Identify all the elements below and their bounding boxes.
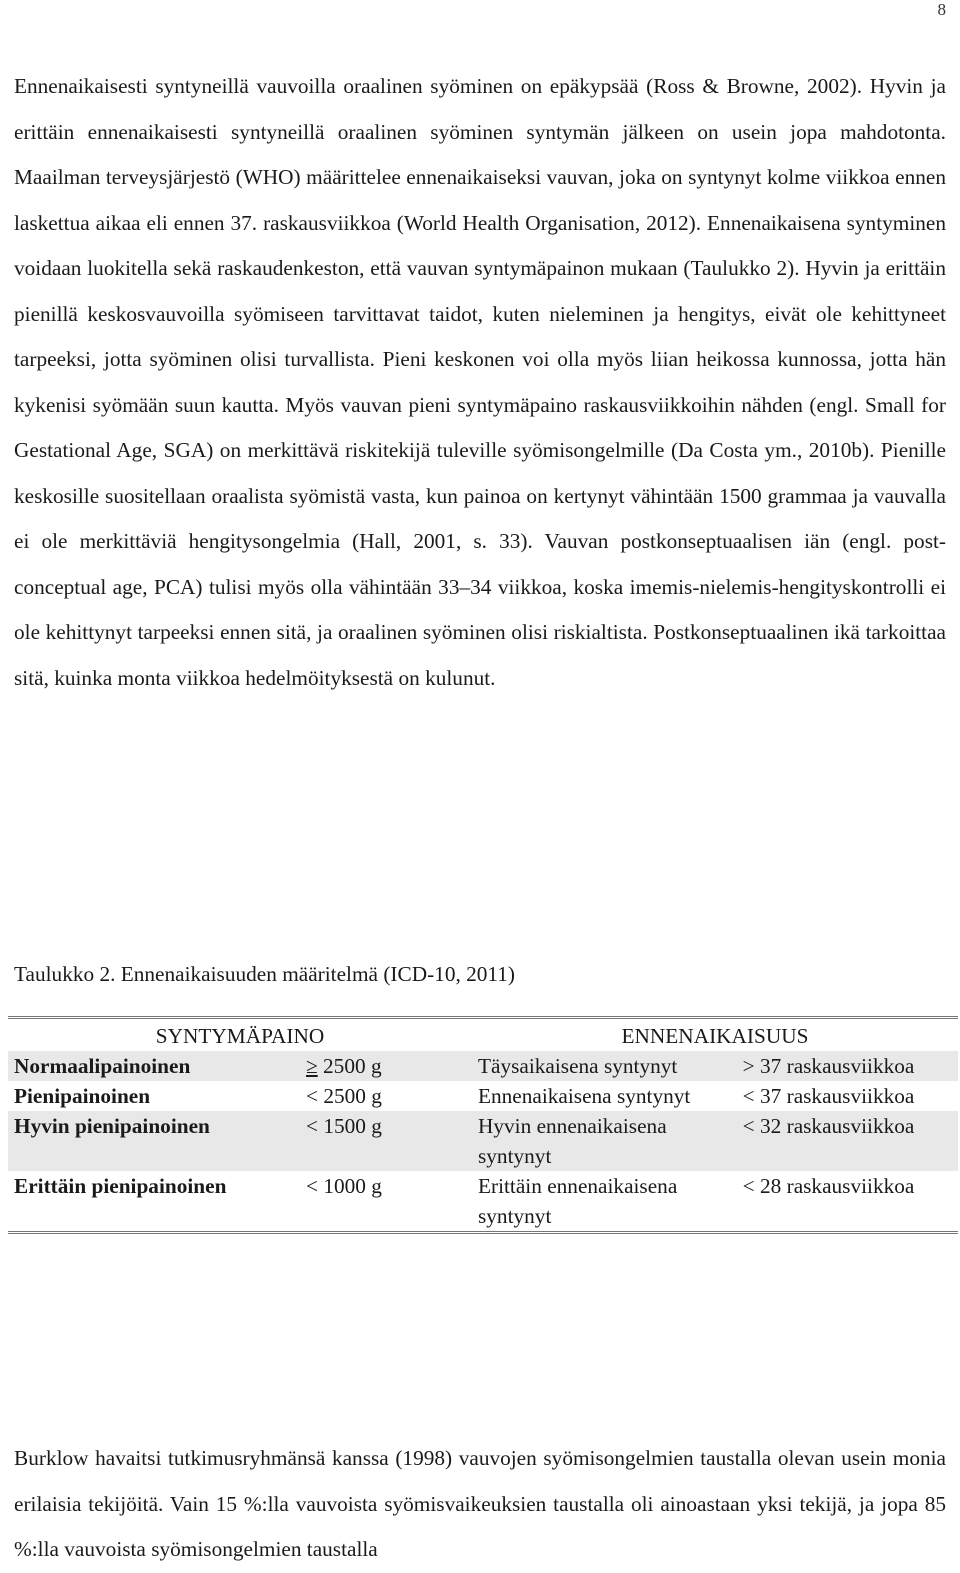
header-prematurity: ENNENAIKAISUUS bbox=[621, 1024, 809, 1048]
weight-class: Pienipainoinen bbox=[14, 1084, 151, 1108]
weight-value: < 1500 g bbox=[300, 1111, 472, 1171]
page-number: 8 bbox=[937, 0, 946, 19]
table-row bbox=[8, 1111, 958, 1171]
term-class: Täysaikaisena syntynyt bbox=[472, 1051, 699, 1081]
definition-table bbox=[8, 1016, 958, 1234]
weeks-value: > 37 raskausviikkoa bbox=[699, 1051, 958, 1081]
body-paragraph-2: Burklow havaitsi tutkimusryhmänsä kanssa (1998) vauvojen syömisongelmien taustalla olevan usein monia erilaisia tekijöitä. Vain 15 %:lla vauvoista syömisvaikeuksien taustalla oli ainoastaan yksi tekijä, ja jopa 85 %:lla vauvoista syömisongelmien taustalla bbox=[14, 1446, 946, 1561]
geq-symbol: ≥ bbox=[306, 1054, 318, 1078]
term-class: Ennenaikaisena syntynyt bbox=[478, 1084, 691, 1108]
weeks-value: < 32 raskausviikkoa bbox=[699, 1111, 958, 1171]
weight-class: Erittäin pienipainoinen bbox=[14, 1174, 227, 1198]
weeks-value: < 37 raskausviikkoa bbox=[742, 1084, 915, 1108]
table-row bbox=[8, 1171, 958, 1233]
weight-value: < 2500 g bbox=[306, 1084, 382, 1108]
weight-number: 2500 g bbox=[323, 1054, 382, 1078]
header-birthweight: SYNTYMÄPAINO bbox=[155, 1024, 325, 1048]
table-row bbox=[8, 1081, 958, 1111]
table-row bbox=[8, 1051, 958, 1081]
term-class: Erittäin ennenaikaisena syntynyt bbox=[478, 1174, 678, 1228]
table-header-row bbox=[8, 1018, 958, 1052]
weight-class: Normaalipainoinen bbox=[8, 1051, 300, 1081]
term-class: Hyvin ennenaikaisena syntynyt bbox=[472, 1111, 699, 1171]
weeks-value: < 28 raskausviikkoa bbox=[742, 1174, 915, 1198]
weight-value: < 1000 g bbox=[306, 1174, 382, 1198]
body-paragraph: Ennenaikaisesti syntyneillä vauvoilla oraalinen syöminen on epäkypsää (Ross & Browne, 2002). Hyvin ja erittäin ennenaikaisesti syntyneillä oraalinen syöminen syntymän jälkeen on usein jopa mahdotonta. Maailman terveysjärjestö (WHO) määrittelee ennenaikaiseksi vauvan, joka on syntynyt kolme viikkoa ennen laskettua aikaa eli ennen 37. raskausviikkoa (World Health Organisation, 2012). Ennenaikaisena syntyminen voidaan luokitella sekä raskaudenkeston, että vauvan syntymäpainon mukaan (Taulukko 2). Hyvin ja erittäin pienillä keskosvauvoilla syömiseen tarvittavat taidot, kuten nieleminen ja hengitys, eivät ole kehittyneet tarpeeksi, jotta syöminen olisi turvallista. Pieni keskonen voi olla myös liian heikossa kunnossa, jotta hän kykenisi syömään suun kautta. Myös vauvan pieni syntymäpaino raskausviikkoihin nähden (engl. Small for Gestational Age, SGA) on merkittävä riskitekijä tuleville syömisongelmille (Da Costa ym., 2010b). Pienille keskosille suositellaan oraalista syömistä vasta, kun painoa on kertynyt vähintään 1500 grammaa ja vauvalla ei ole merkittäviä hengitysongelmia (Hall, 2001, s. 33). Vauvan postkonseptuaalisen iän (engl. post-conceptual age, PCA) tulisi myös olla vähintään 33–34 viikkoa, koska imemis-nielemis-hengityskontrolli ei ole kehittynyt tarpeeksi ennen sitä, ja oraalinen syöminen olisi riskialtista. Postkonseptuaalinen ikä tarkoittaa sitä, kuinka monta viikkoa hedelmöityksestä on kulunut. bbox=[14, 74, 946, 690]
weight-value bbox=[300, 1051, 472, 1081]
table-caption: Taulukko 2. Ennenaikaisuuden määritelmä (ICD-10, 2011) bbox=[14, 962, 516, 986]
weight-class: Hyvin pienipainoinen bbox=[8, 1111, 300, 1171]
